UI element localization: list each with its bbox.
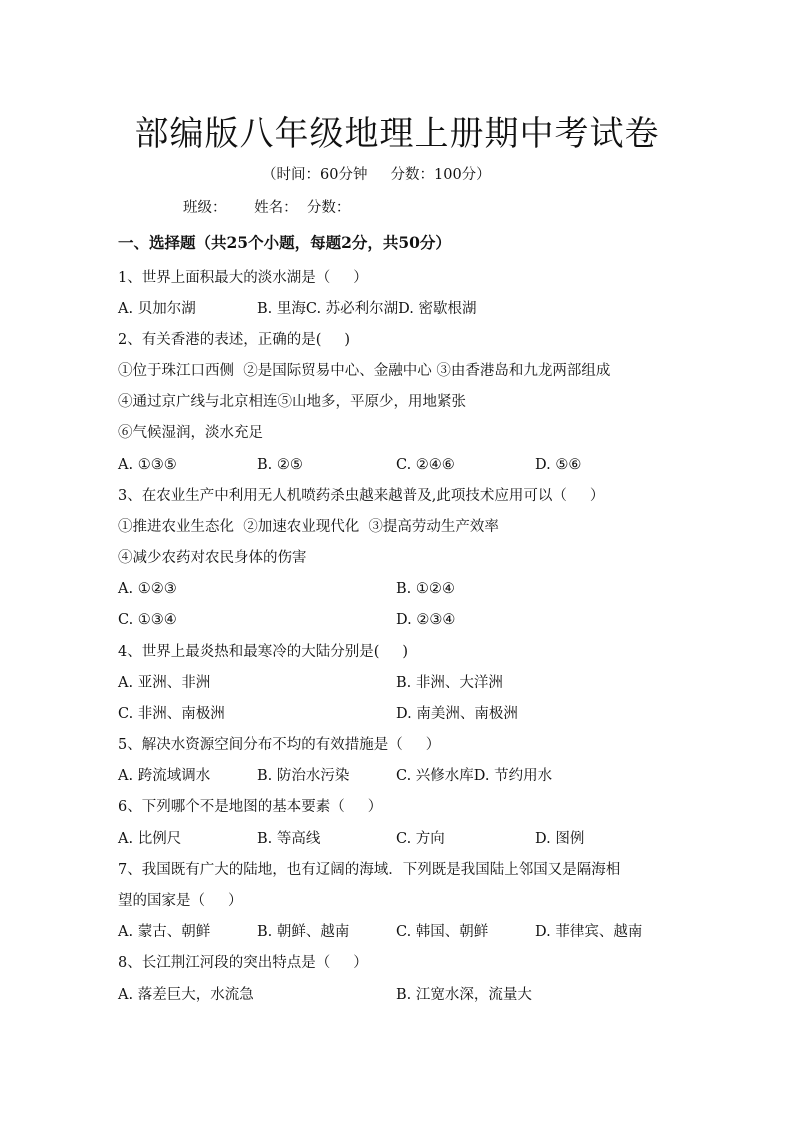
question-7-stem-line-2: 望的国家是（ ） bbox=[118, 893, 243, 909]
question-4-option-c: C. 非洲、南极洲 bbox=[118, 706, 225, 722]
question-4-option-a: A. 亚洲、非洲 bbox=[118, 675, 211, 691]
question-6-option-c: C. 方向 bbox=[396, 831, 445, 847]
question-5-stem: 5、解决水资源空间分布不均的有效措施是（ ） bbox=[118, 737, 441, 753]
question-3-option-a: A. ①②③ bbox=[118, 581, 177, 597]
question-1-options-bcd: B. 里海C. 苏必利尔湖D. 密歇根湖 bbox=[257, 301, 477, 317]
question-2-stem: 2、有关香港的表述，正确的是( ) bbox=[118, 332, 351, 348]
question-2-option-d: D. ⑤⑥ bbox=[535, 457, 582, 473]
exam-subtitle: （时间：60分钟 分数：100分） bbox=[262, 167, 491, 183]
question-3-option-d: D. ②③④ bbox=[396, 612, 456, 628]
question-5-option-b: B. 防治水污染 bbox=[257, 768, 350, 784]
question-5-option-a: A. 跨流域调水 bbox=[118, 768, 211, 784]
question-4-stem: 4、世界上最炎热和最寒冷的大陆分别是( ) bbox=[118, 644, 409, 660]
question-6-option-d: D. 图例 bbox=[535, 831, 585, 847]
question-7-option-a: A. 蒙古、朝鲜 bbox=[118, 924, 211, 940]
question-3-statement-2: ④减少农药对农民身体的伤害 bbox=[118, 550, 307, 566]
question-1-option-a: A. 贝加尔湖 bbox=[118, 301, 196, 317]
question-5-options-cd: C. 兴修水库D. 节约用水 bbox=[396, 768, 553, 784]
question-3-stem: 3、在农业生产中利用无人机喷药杀虫越来越普及,此项技术应用可以（ ） bbox=[118, 488, 605, 504]
question-2-statement-3: ⑥气候湿润，淡水充足 bbox=[118, 425, 263, 441]
question-2-option-b: B. ②⑤ bbox=[257, 457, 303, 473]
question-2-option-a: A. ①③⑤ bbox=[118, 457, 177, 473]
question-2-statement-1: ①位于珠江口西侧 ②是国际贸易中心、金融中心 ③由香港岛和九龙两部组成 bbox=[118, 363, 611, 379]
question-8-option-b: B. 江宽水深，流量大 bbox=[396, 987, 532, 1003]
question-7-option-b: B. 朝鲜、越南 bbox=[257, 924, 350, 940]
question-7-option-d: D. 菲律宾、越南 bbox=[535, 924, 643, 940]
question-3-statement-1: ①推进农业生态化 ②加速农业现代化 ③提高劳动生产效率 bbox=[118, 519, 499, 535]
question-6-option-a: A. 比例尺 bbox=[118, 831, 182, 847]
question-8-stem: 8、长江荆江河段的突出特点是（ ） bbox=[118, 955, 368, 971]
section-heading: 一、选择题（共25个小题，每题2分，共50分） bbox=[118, 233, 451, 252]
question-2-option-c: C. ②④⑥ bbox=[396, 457, 455, 473]
question-4-option-b: B. 非洲、大洋洲 bbox=[396, 675, 503, 691]
question-4-option-d: D. 南美洲、南极洲 bbox=[396, 706, 518, 722]
question-3-option-c: C. ①③④ bbox=[118, 612, 177, 628]
question-3-option-b: B. ①②④ bbox=[396, 581, 455, 597]
question-7-stem-line-1: 7、我国既有广大的陆地，也有辽阔的海域．下列既是我国陆上邻国又是隔海相 bbox=[118, 862, 621, 878]
question-2-statement-2: ④通过京广线与北京相连⑤山地多，平原少，用地紧张 bbox=[118, 394, 466, 410]
question-6-stem: 6、下列哪个不是地图的基本要素（ ） bbox=[118, 799, 383, 815]
question-1-stem: 1、世界上面积最大的淡水湖是（ ） bbox=[118, 270, 368, 286]
question-7-option-c: C. 韩国、朝鲜 bbox=[396, 924, 489, 940]
class-name-score-line: 班级： 姓名： 分数： bbox=[183, 200, 351, 216]
question-8-option-a: A. 落差巨大，水流急 bbox=[118, 987, 254, 1003]
exam-title: 部编版八年级地理上册期中考试卷 bbox=[134, 114, 660, 154]
question-6-option-b: B. 等高线 bbox=[257, 831, 321, 847]
